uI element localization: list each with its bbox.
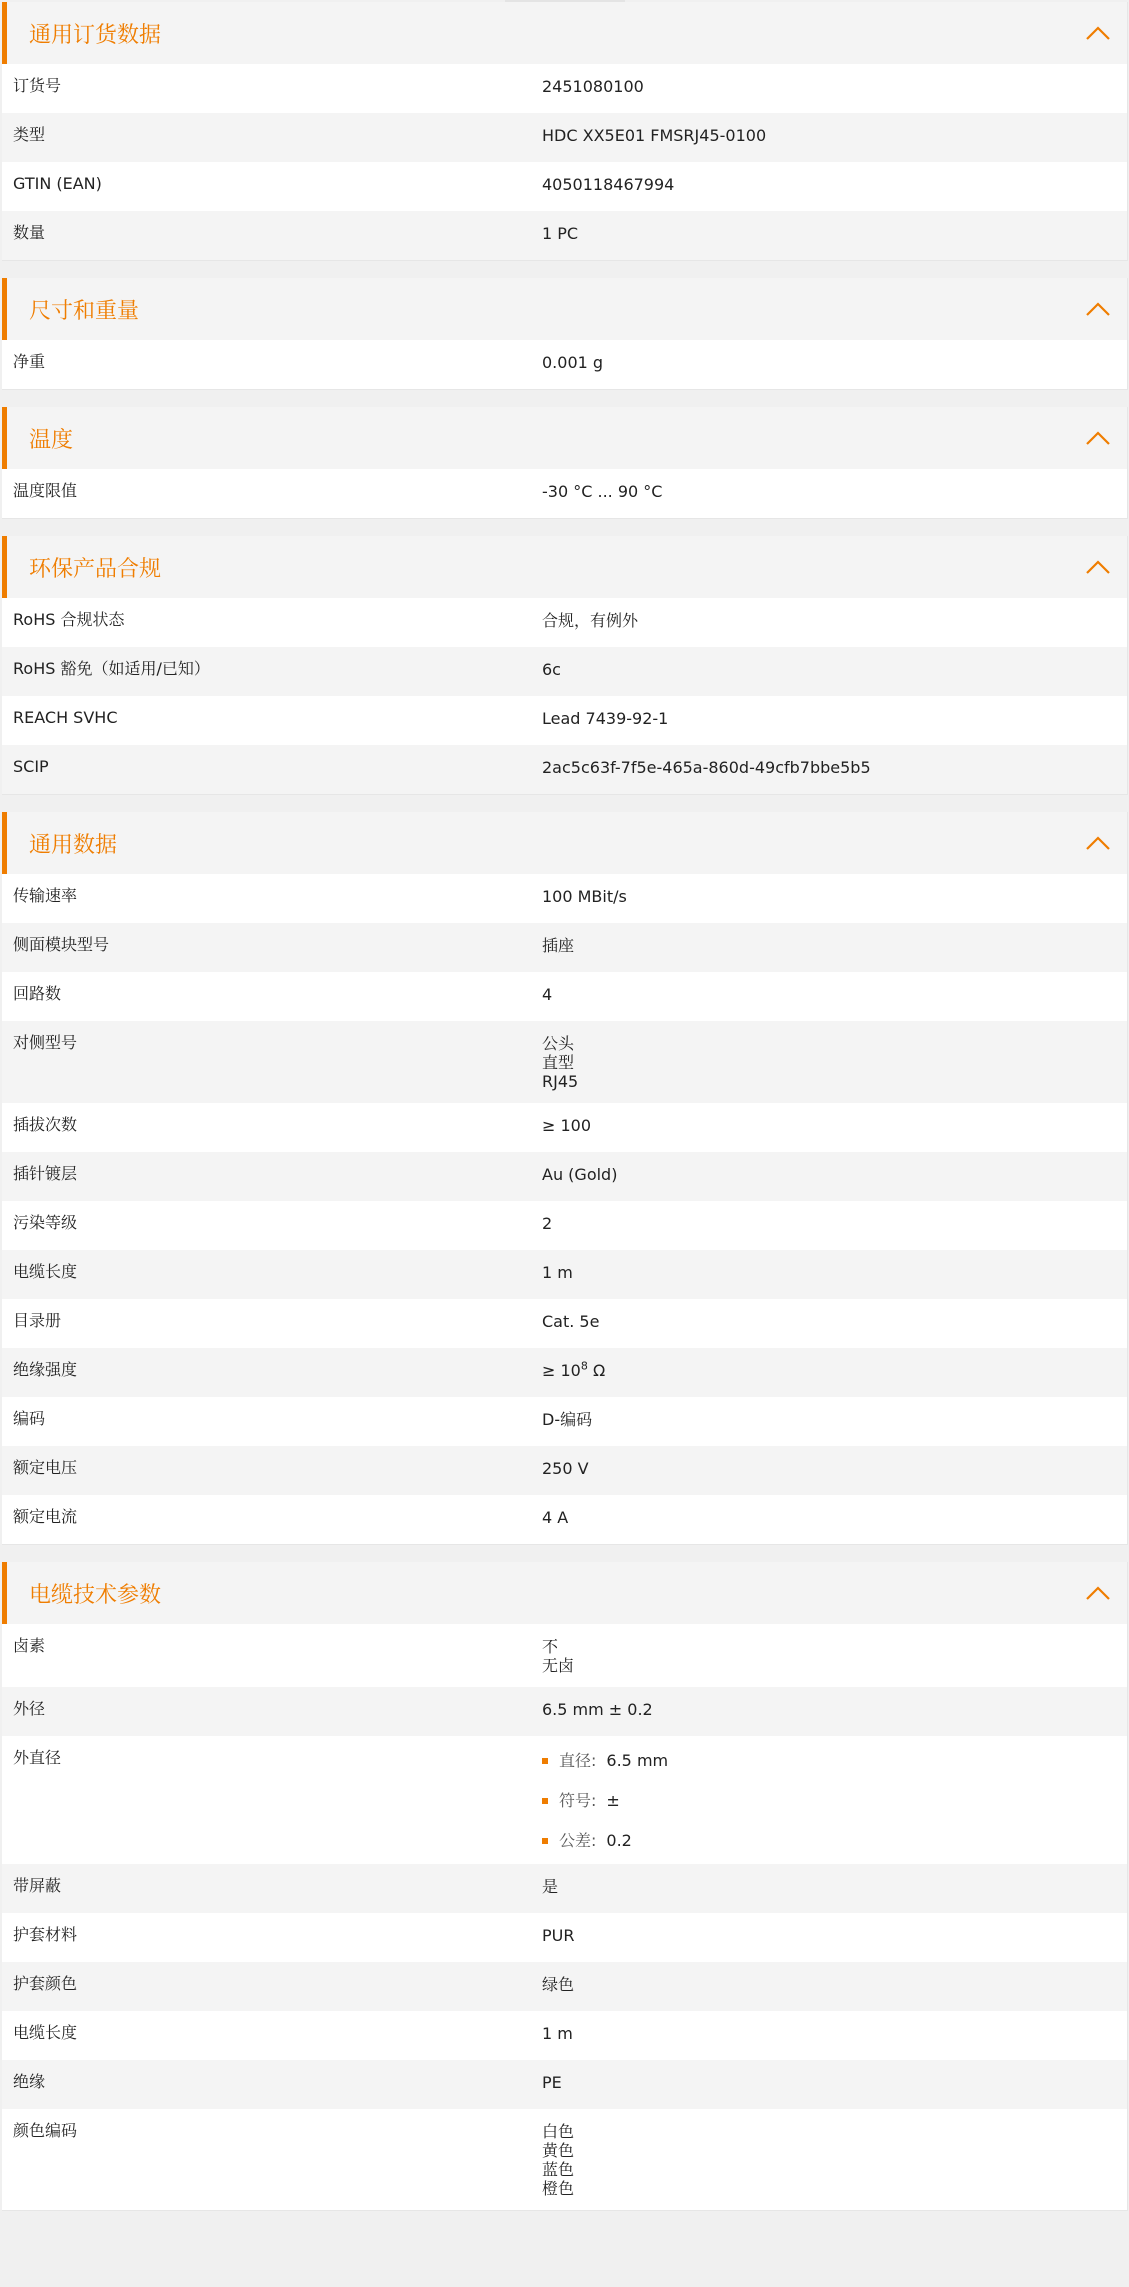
spec-row (2, 1348, 1127, 1397)
bullet-square-icon (542, 1838, 548, 1844)
section-body (2, 598, 1127, 794)
value-line (542, 1508, 1117, 1527)
spec-section (2, 407, 1128, 519)
spec-label: RoHS 豁免（如适用/已知） (13, 659, 210, 678)
spec-row (2, 211, 1127, 260)
spec-label: REACH SVHC (13, 708, 118, 727)
spec-value (542, 696, 1127, 745)
section-title: 电缆技术参数 (29, 1582, 162, 1608)
value-line (542, 2024, 1117, 2043)
spec-label: 绝缘强度 (13, 1360, 78, 1379)
spec-row (2, 1397, 1127, 1446)
spec-row (2, 745, 1127, 794)
section-body (2, 340, 1127, 389)
spec-section (2, 2, 1128, 261)
spec-value (542, 113, 1127, 162)
chevron-up-icon[interactable] (1083, 833, 1113, 853)
value-line (542, 1165, 1117, 1184)
spec-label: 卤素 (13, 1636, 46, 1655)
spec-row (2, 162, 1127, 211)
section-header[interactable] (2, 1562, 1127, 1624)
spec-value (542, 1495, 1127, 1544)
section-body (2, 1624, 1127, 2210)
spec-label: 电缆长度 (13, 2023, 78, 2042)
value-line (542, 1053, 1117, 1072)
spec-value (542, 1152, 1127, 1201)
value-text: Au (Gold) (542, 1165, 618, 1184)
value-text: 蓝色 (542, 2160, 575, 2179)
bullet-value: ± (606, 1791, 620, 1810)
spec-row (2, 1299, 1127, 1348)
spec-row (2, 64, 1127, 113)
spec-row (2, 2060, 1127, 2109)
value-text: 是 (542, 1877, 559, 1896)
value-line (542, 1926, 1117, 1945)
bullet-list (542, 1749, 1117, 1852)
spec-value (542, 923, 1127, 972)
spec-section (2, 536, 1128, 795)
bullet-item (542, 1751, 1117, 1770)
value-text: ≥ 100 (542, 1116, 592, 1135)
section-title: 通用数据 (29, 832, 118, 858)
section-title: 温度 (29, 427, 74, 453)
spec-value (542, 874, 1127, 923)
spec-value (542, 2011, 1127, 2060)
value-text: 橙色 (542, 2179, 575, 2198)
spec-row (2, 1495, 1127, 1544)
chevron-up-icon[interactable] (1083, 428, 1113, 448)
bullet-item (542, 1831, 1117, 1850)
spec-label: 颜色编码 (13, 2121, 78, 2140)
spec-label: 数量 (13, 223, 46, 242)
value-line (542, 936, 1117, 955)
spec-label: 目录册 (13, 1311, 62, 1330)
spec-label: 外径 (13, 1699, 46, 1718)
section-header[interactable] (2, 407, 1127, 469)
spec-label: 侧面模块型号 (13, 935, 110, 954)
value-line (542, 126, 1117, 145)
value-text: D-编码 (542, 1410, 593, 1429)
value-line (542, 985, 1117, 1004)
spec-label: 编码 (13, 1409, 46, 1428)
spec-value (542, 1864, 1127, 1913)
spec-row (2, 647, 1127, 696)
spec-label: 订货号 (13, 76, 62, 95)
spec-label: 电缆长度 (13, 1262, 78, 1281)
bullet-item (542, 1791, 1117, 1810)
value-text: PE (542, 2073, 562, 2092)
value-text: HDC XX5E01 FMSRJ45-0100 (542, 126, 767, 145)
spec-label: 回路数 (13, 984, 62, 1003)
section-title: 通用订货数据 (29, 22, 162, 48)
value-line (542, 1410, 1117, 1429)
value-text: 1 m (542, 1263, 573, 1282)
value-line (542, 2073, 1117, 2092)
spec-row (2, 113, 1127, 162)
value-line (542, 2160, 1117, 2179)
spec-row (2, 2109, 1127, 2210)
bullet-square-icon (542, 1798, 548, 1804)
value-line (542, 77, 1117, 96)
value-text: 2451080100 (542, 77, 644, 96)
value-line (542, 1700, 1117, 1719)
value-line (542, 1072, 1117, 1091)
spec-label: 护套材料 (13, 1925, 78, 1944)
section-header[interactable] (2, 2, 1127, 64)
spec-value (542, 1299, 1127, 1348)
value-text: 6.5 mm ± 0.2 (542, 1700, 653, 1719)
spec-row (2, 598, 1127, 647)
section-header[interactable] (2, 278, 1127, 340)
value-line (542, 482, 1117, 501)
value-text: RJ45 (542, 1072, 579, 1091)
spec-section (2, 812, 1128, 1545)
spec-row (2, 1624, 1127, 1687)
spec-section (2, 1562, 1128, 2211)
bullet-value: 0.2 (606, 1831, 632, 1850)
chevron-up-icon[interactable] (1083, 23, 1113, 43)
value-text: Lead 7439-92-1 (542, 709, 669, 728)
value-line (542, 660, 1117, 679)
spec-label: 护套颜色 (13, 1974, 78, 1993)
exponent: 8 (580, 1359, 588, 1373)
value-line (542, 1034, 1117, 1053)
unit-suffix: Ω (587, 1361, 606, 1380)
value-text: -30 °C ... 90 °C (542, 482, 663, 501)
spec-row (2, 469, 1127, 518)
spec-section (2, 278, 1128, 390)
value-line (542, 1116, 1117, 1135)
value-text: 黄色 (542, 2141, 575, 2160)
value-line (542, 2141, 1117, 2160)
value-line (542, 2179, 1117, 2198)
spec-label: 插针镀层 (13, 1164, 78, 1183)
value-line (542, 1312, 1117, 1331)
chevron-up-icon[interactable] (1083, 1583, 1113, 1603)
spec-value (542, 1687, 1127, 1736)
value-line (542, 709, 1117, 728)
value-line (542, 2122, 1117, 2141)
spec-value (542, 340, 1127, 389)
value-line (542, 224, 1117, 243)
spec-value (542, 1736, 1127, 1864)
spec-row (2, 1913, 1127, 1962)
spec-label: 外直径 (13, 1748, 62, 1767)
value-text: 4 (542, 985, 553, 1004)
spec-value (542, 162, 1127, 211)
spec-row (2, 972, 1127, 1021)
spec-label: 传输速率 (13, 886, 78, 905)
value-text: 2 (542, 1214, 553, 1233)
bullet-value: 6.5 mm (606, 1751, 669, 1770)
value-text: 不 (542, 1637, 559, 1656)
value-text: 白色 (542, 2122, 575, 2141)
spec-value (542, 1446, 1127, 1495)
value-line (542, 1263, 1117, 1282)
value-line (542, 1656, 1117, 1675)
section-header[interactable] (2, 812, 1127, 874)
spec-label: RoHS 合规状态 (13, 610, 125, 629)
value-text: 100 MBit/s (542, 887, 627, 906)
value-line (542, 1459, 1117, 1478)
spec-value (542, 1962, 1127, 2011)
spec-value (542, 598, 1127, 647)
spec-value (542, 972, 1127, 1021)
spec-row (2, 1962, 1127, 2011)
spec-row (2, 1446, 1127, 1495)
value-text: 插座 (542, 936, 575, 955)
spec-value (542, 64, 1127, 113)
spec-row (2, 923, 1127, 972)
spec-value (542, 1624, 1127, 1687)
value-line (542, 1877, 1117, 1896)
spec-label: 类型 (13, 125, 46, 144)
value-text: PUR (542, 1926, 575, 1945)
spec-value (542, 1103, 1127, 1152)
spec-row (2, 1864, 1127, 1913)
spec-value (542, 745, 1127, 794)
value-line (542, 1214, 1117, 1233)
value-line (542, 1361, 1117, 1380)
value-text: 2ac5c63f-7f5e-465a-860d-49cfb7bbe5b5 (542, 758, 871, 777)
value-text: 绿色 (542, 1975, 575, 1994)
bullet-key: 直径: (559, 1751, 597, 1770)
value-text: 1 PC (542, 224, 579, 243)
spec-row (2, 1201, 1127, 1250)
spec-label: 净重 (13, 352, 46, 371)
value-line (542, 758, 1117, 777)
value-line (542, 887, 1117, 906)
spec-value (542, 2060, 1127, 2109)
spec-value (542, 469, 1127, 518)
spec-value (542, 1201, 1127, 1250)
value-line (542, 175, 1117, 194)
spec-row (2, 1250, 1127, 1299)
section-title: 环保产品合规 (29, 556, 162, 582)
spec-value (542, 1348, 1127, 1397)
section-header[interactable] (2, 536, 1127, 598)
spec-row (2, 1736, 1127, 1864)
value-text: 250 V (542, 1459, 589, 1478)
section-body (2, 64, 1127, 260)
spec-value (542, 1021, 1127, 1103)
chevron-up-icon[interactable] (1083, 299, 1113, 319)
spec-label: 带屏蔽 (13, 1876, 62, 1895)
spec-value (542, 1250, 1127, 1299)
spec-row (2, 1152, 1127, 1201)
value-text: 合规，有例外 (542, 611, 639, 630)
value-line (542, 1975, 1117, 1994)
value-text: 0.001 g (542, 353, 604, 372)
value-line (542, 353, 1117, 372)
section-body (2, 874, 1127, 1544)
spec-value (542, 2109, 1127, 2210)
spec-row (2, 1021, 1127, 1103)
spec-value (542, 1913, 1127, 1962)
spec-label: 额定电压 (13, 1458, 78, 1477)
spec-row (2, 340, 1127, 389)
value-line (542, 1637, 1117, 1656)
spec-value (542, 1397, 1127, 1446)
section-title: 尺寸和重量 (29, 298, 140, 324)
bullet-key: 公差: (559, 1831, 597, 1850)
spec-label: 对侧型号 (13, 1033, 78, 1052)
value-text: ≥ 10 (542, 1361, 581, 1380)
spec-label: 插拔次数 (13, 1115, 78, 1134)
value-text: 4 A (542, 1508, 569, 1527)
bullet-key: 符号: (559, 1791, 597, 1810)
value-text: 直型 (542, 1053, 575, 1072)
value-text: 4050118467994 (542, 175, 675, 194)
spec-label: 绝缘 (13, 2072, 46, 2091)
spec-value (542, 647, 1127, 696)
spec-value (542, 211, 1127, 260)
top-divider (505, 0, 625, 2)
spec-label: 温度限值 (13, 481, 78, 500)
value-text: Cat. 5e (542, 1312, 600, 1331)
spec-row (2, 1687, 1127, 1736)
spec-row (2, 874, 1127, 923)
chevron-up-icon[interactable] (1083, 557, 1113, 577)
spec-label: SCIP (13, 757, 49, 776)
section-body (2, 469, 1127, 518)
value-line (542, 611, 1117, 630)
spec-row (2, 1103, 1127, 1152)
value-text: 公头 (542, 1034, 575, 1053)
spec-label: GTIN (EAN) (13, 174, 102, 193)
spec-row (2, 696, 1127, 745)
value-text: 无卤 (542, 1656, 575, 1675)
bullet-square-icon (542, 1758, 548, 1764)
spec-label: 额定电流 (13, 1507, 78, 1526)
value-text: 1 m (542, 2024, 573, 2043)
spec-row (2, 2011, 1127, 2060)
value-text: 6c (542, 660, 561, 679)
spec-label: 污染等级 (13, 1213, 78, 1232)
